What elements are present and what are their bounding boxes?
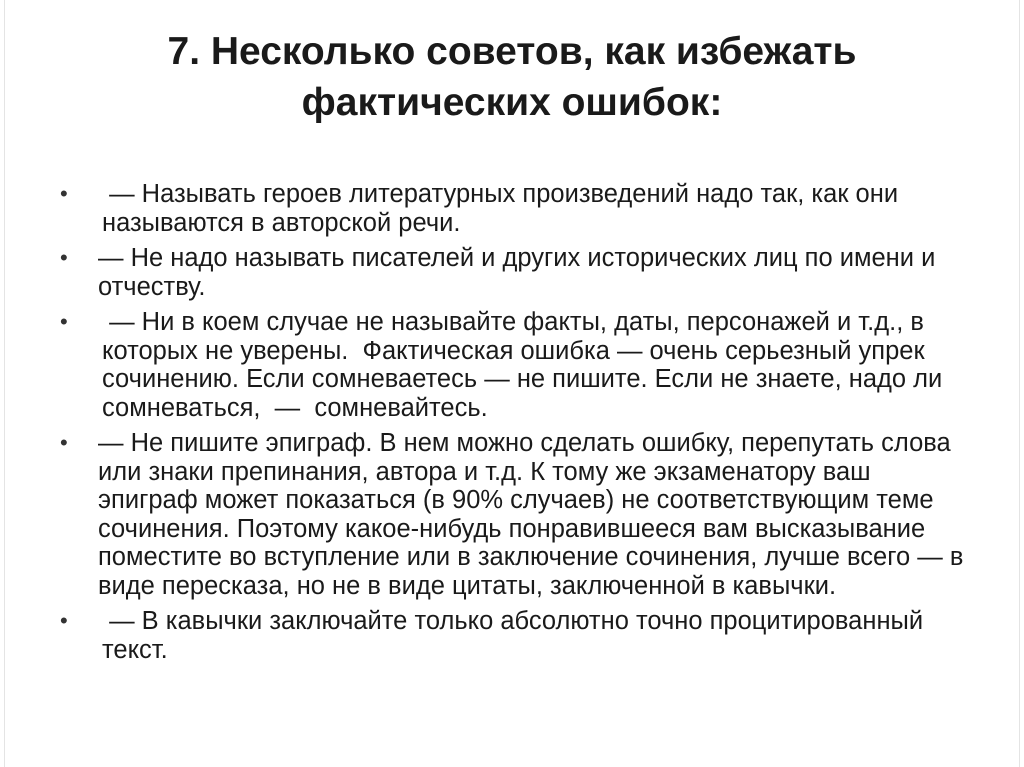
- bullet-text-5: — В кавычки заключайте только абсолютно точно процитированный текст.: [102, 607, 931, 664]
- bullet-item-4: [58, 429, 968, 600]
- slide-title-line-1: 7. Несколько советов, как избежать: [167, 30, 857, 73]
- bullet-dot-icon: •: [60, 309, 68, 334]
- bullet-dot-icon: •: [60, 181, 68, 206]
- slide-right-border: [1019, 0, 1020, 767]
- bullet-dot-icon: •: [60, 245, 68, 270]
- bullet-dot-icon: •: [60, 430, 68, 455]
- bullet-list: [58, 180, 968, 671]
- bullet-text-4: — Не пишите эпиграф. В нем можно сделать ошибку, перепутать слова или знаки препинания, автора и т.д. К тому же экзаменатору ваш эпиграф может показаться (в 90% случаев) не соответствующим теме сочинения. Поэтому какое-нибудь понравившееся вам высказывание поместите во вступление или в заключение сочинения, лучше всего — в виде пересказа, но не в виде цитаты, заключенной в кавычки.: [98, 429, 964, 600]
- slide-left-border: [4, 0, 5, 767]
- slide-title-line-2: фактических ошибок:: [301, 81, 723, 124]
- slide-title: [60, 26, 964, 128]
- bullet-text-2: — Не надо называть писателей и других исторических лиц по имени и отчеству.: [98, 244, 936, 301]
- bullet-dot-icon: •: [60, 608, 68, 633]
- bullet-text-3: — Ни в коем случае не называйте факты, даты, персонажей и т.д., в которых не уверены. Фактическая ошибка — очень серьезный упрек сочинению. Если сомневаетесь — не пишите. Если не знаете, надо ли сомневаться, — сомневайтесь.: [102, 308, 950, 422]
- bullet-text-1: — Называть героев литературных произведений надо так, как они называются в авторской речи.: [102, 180, 906, 237]
- bullet-item-3: [58, 308, 968, 422]
- bullet-item-2: [58, 244, 968, 301]
- bullet-item-5: [58, 607, 968, 664]
- bullet-item-1: [58, 180, 968, 237]
